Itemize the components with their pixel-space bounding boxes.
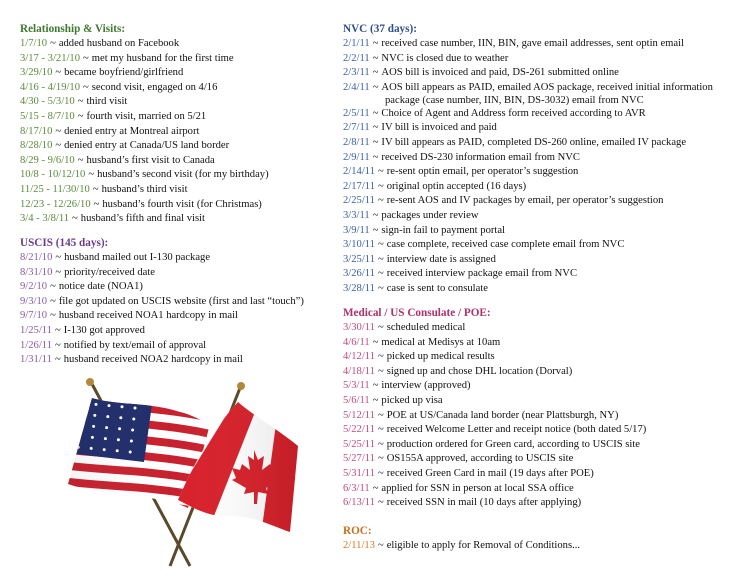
entry-text: received SSN in mail (10 days after applying)	[386, 497, 582, 509]
timeline-entry	[20, 37, 330, 52]
entry-text: AOS bill is invoiced and paid, DS-261 submitted online	[381, 67, 619, 79]
entry-date: 8/31/10	[20, 266, 53, 278]
entry-separator: ~	[377, 166, 384, 178]
entry-text: husband’s second visit (for my birthday)	[97, 169, 269, 181]
entry-text: second visit, engaged on 4/16	[91, 81, 218, 93]
entry-text: husband’s third visit	[101, 183, 188, 195]
entry-date: 8/21/10	[20, 252, 53, 263]
timeline-entry	[20, 110, 330, 125]
entry-separator: ~	[377, 351, 384, 363]
entry-date: 8/17/10	[20, 125, 53, 137]
entry-text: production ordered for Green card, according to USCIS site	[386, 438, 641, 450]
timeline-entry	[343, 52, 743, 67]
timeline-entry	[20, 95, 330, 110]
entry-text: denied entry at Canada/US land border	[64, 140, 230, 152]
entry-date: 6/13/11	[343, 497, 375, 509]
entry-separator: ~	[55, 125, 62, 137]
entry-date: 9/7/10	[20, 310, 48, 322]
entry-date: 4/16 - 4/19/10	[20, 81, 81, 93]
timeline-entry	[343, 81, 743, 107]
timeline-entry	[20, 339, 330, 354]
timeline-entry	[20, 168, 330, 183]
crossed-us-canada-flags-icon	[40, 376, 300, 572]
entry-text: received Green Card in mail (19 days after POE)	[386, 467, 594, 479]
entry-separator: ~	[77, 110, 84, 122]
entry-separator: ~	[377, 540, 384, 551]
entry-text: became boyfriend/girlfriend	[64, 67, 184, 79]
entry-separator: ~	[77, 96, 84, 108]
timeline-entry	[343, 336, 743, 351]
entry-text: I-130 got approved	[63, 324, 145, 336]
section-uscis-145-days	[20, 236, 330, 368]
entry-text: case is sent to consulate	[386, 282, 488, 294]
entry-separator: ~	[372, 81, 379, 93]
entry-date: 2/11/13	[343, 540, 375, 551]
entry-date: 3/26/11	[343, 268, 375, 280]
entry-date: 1/25/11	[20, 324, 52, 336]
entry-separator: ~	[372, 107, 379, 119]
entry-separator: ~	[372, 52, 379, 64]
timeline-entry	[20, 324, 330, 339]
timeline-entry	[343, 409, 743, 424]
timeline-entry	[343, 209, 743, 224]
entry-date: 2/17/11	[343, 180, 375, 192]
timeline-entry	[343, 224, 743, 239]
timeline-entry	[343, 194, 743, 209]
entry-date: 2/5/11	[343, 107, 370, 119]
entry-date: 3/29/10	[20, 67, 53, 79]
entry-date: 3/3/11	[343, 209, 370, 221]
entry-separator: ~	[377, 180, 384, 192]
timeline-entry	[20, 52, 330, 67]
entry-separator: ~	[54, 324, 61, 336]
timeline-entry	[343, 539, 743, 554]
timeline-entry	[20, 295, 330, 310]
timeline-entry	[343, 394, 743, 409]
entry-date: 4/6/11	[343, 336, 370, 348]
entry-text: priority/received date	[64, 266, 155, 278]
section-heading: ROC:	[343, 525, 372, 537]
entry-text: Choice of Agent and Address form received according to AVR	[381, 107, 646, 119]
timeline-entry	[343, 482, 743, 497]
entry-separator: ~	[377, 467, 384, 479]
entry-text: received Welcome Letter and receipt notice (both dated 5/17)	[386, 424, 647, 436]
entry-date: 6/3/11	[343, 482, 370, 494]
entry-separator: ~	[50, 281, 56, 293]
entry-separator: ~	[372, 209, 379, 221]
entry-text: IV bill appears as PAID, completed DS-260 online, emailed IV package	[381, 136, 687, 148]
entry-separator: ~	[372, 136, 379, 148]
timeline-entry	[343, 37, 743, 52]
entry-separator: ~	[77, 154, 84, 166]
entry-date: 5/22/11	[343, 424, 375, 436]
entry-separator: ~	[50, 295, 56, 307]
entry-separator: ~	[377, 253, 384, 265]
entry-text: husband mailed out I-130 package	[64, 252, 211, 263]
section-heading: Relationship & Visits:	[20, 23, 126, 35]
timeline-entry	[20, 81, 330, 96]
timeline-entry	[20, 212, 330, 227]
entry-separator: ~	[377, 195, 384, 207]
entry-separator: ~	[377, 282, 384, 294]
entry-date: 8/29 - 9/6/10	[20, 154, 75, 166]
entry-separator: ~	[55, 252, 62, 263]
entry-date: 11/25 - 11/30/10	[20, 183, 90, 195]
timeline-entry	[343, 180, 743, 195]
timeline-entry	[20, 251, 330, 266]
timeline-entry	[20, 183, 330, 198]
entry-date: 3/25/11	[343, 253, 375, 265]
section-heading: NVC (37 days):	[343, 23, 417, 35]
entry-text: third visit	[86, 96, 128, 108]
timeline-entry	[343, 467, 743, 482]
entry-separator: ~	[372, 67, 379, 79]
entry-date: 5/12/11	[343, 409, 375, 421]
entry-text: fourth visit, married on 5/21	[86, 110, 207, 122]
entry-text: scheduled medical	[386, 322, 466, 333]
timeline-entry	[343, 423, 743, 438]
entry-separator: ~	[372, 151, 379, 163]
timeline-entry	[343, 165, 743, 180]
entry-text: notified by text/email of approval	[63, 339, 207, 351]
entry-separator: ~	[55, 140, 62, 152]
entry-date: 3/9/11	[343, 224, 370, 236]
entry-date: 2/9/11	[343, 151, 370, 163]
entry-text: added husband on Facebook	[58, 38, 180, 49]
section-medical-us-consulate-poe	[343, 306, 743, 511]
timeline-entry	[343, 151, 743, 166]
entry-date: 5/25/11	[343, 438, 375, 450]
entry-date: 4/30 - 5/3/10	[20, 96, 75, 108]
section-relationship-visits	[20, 22, 330, 227]
entry-date: 12/23 - 12/26/10	[20, 198, 91, 210]
entry-date: 2/4/11	[343, 81, 370, 93]
timeline-entry	[343, 496, 743, 511]
entry-separator: ~	[372, 380, 379, 392]
entry-separator: ~	[377, 424, 384, 436]
entry-text: file got updated on USCIS website (first and last “touch”)	[58, 295, 304, 307]
entry-date: 4/18/11	[343, 365, 375, 377]
entry-date: 5/31/11	[343, 467, 375, 479]
entry-text: picked up visa	[381, 394, 443, 406]
entry-separator: ~	[72, 213, 78, 225]
entry-text: received interview package email from NVC	[386, 268, 578, 280]
timeline-entry	[343, 107, 743, 122]
entry-date: 3/17 - 3/21/10	[20, 52, 81, 64]
entry-text: picked up medical results	[386, 351, 495, 363]
entry-date: 3/10/11	[343, 239, 375, 251]
timeline-entry	[20, 280, 330, 295]
entry-text: husband’s first visit to Canada	[86, 154, 215, 166]
entry-separator: ~	[377, 365, 384, 377]
entry-text: notice date (NOA1)	[58, 281, 143, 293]
entry-separator: ~	[377, 438, 384, 450]
entry-separator: ~	[372, 336, 379, 348]
entry-separator: ~	[377, 453, 384, 465]
timeline-entry	[343, 66, 743, 81]
timeline-entry	[343, 365, 743, 380]
section-heading: USCIS (145 days):	[20, 237, 109, 249]
entry-text: husband received NOA1 hardcopy in mail	[58, 310, 238, 322]
entry-separator: ~	[50, 38, 56, 49]
entry-text: medical at Medisys at 10am	[381, 336, 501, 348]
timeline-entry	[343, 253, 743, 268]
entry-separator: ~	[377, 239, 384, 251]
entry-separator: ~	[55, 266, 62, 278]
entry-date: 9/2/10	[20, 281, 48, 293]
entry-text: re-sent optin email, per operator’s suggestion	[386, 166, 579, 178]
entry-text: met my husband for the first time	[91, 52, 234, 64]
entry-date: 5/15 - 8/7/10	[20, 110, 75, 122]
section-heading: Medical / US Consulate / POE:	[343, 307, 491, 319]
entry-text: husband’s fifth and final visit	[80, 213, 205, 225]
timeline-entry	[20, 266, 330, 281]
timeline-entry	[20, 125, 330, 140]
timeline-entry	[343, 379, 743, 394]
timeline-entry	[343, 238, 743, 253]
section-roc	[343, 524, 743, 554]
entry-text: re-sent AOS and IV packages by email, per operator’s suggestion	[386, 195, 664, 207]
entry-separator: ~	[372, 224, 379, 236]
timeline-entry	[343, 321, 743, 336]
timeline-entry	[20, 198, 330, 213]
timeline-entry	[20, 309, 330, 324]
entry-separator: ~	[50, 310, 56, 322]
timeline-entry	[343, 267, 743, 282]
entry-separator: ~	[377, 268, 384, 280]
entry-separator: ~	[372, 482, 379, 494]
timeline-entry	[343, 121, 743, 136]
entry-text: signed up and chose DHL location (Dorval)	[386, 365, 573, 377]
entry-text: eligible to apply for Removal of Conditions...	[386, 540, 581, 551]
entry-separator: ~	[83, 81, 89, 93]
timeline-entry	[343, 452, 743, 467]
entry-text: OS155A approved, according to USCIS site	[386, 453, 574, 465]
entry-separator: ~	[377, 497, 384, 509]
entry-text: interview (approved)	[381, 380, 471, 392]
entry-text: husband’s fourth visit (for Christmas)	[102, 198, 262, 210]
entry-separator: ~	[83, 52, 89, 64]
timeline-entry	[20, 353, 330, 368]
entry-text: received case number, IIN, BIN, gave email addresses, sent optin email	[381, 38, 684, 49]
entry-text: interview date is assigned	[386, 253, 496, 265]
entry-text: case complete, received case complete email from NVC	[386, 239, 625, 251]
entry-date: 3/30/11	[343, 322, 375, 333]
entry-date: 1/31/11	[20, 354, 52, 366]
entry-date: 2/2/11	[343, 52, 370, 64]
entry-date: 2/7/11	[343, 122, 370, 134]
entry-separator: ~	[54, 354, 61, 366]
entry-date: 2/1/11	[343, 38, 370, 49]
timeline-entry	[343, 282, 743, 297]
entry-date: 5/3/11	[343, 380, 370, 392]
entry-separator: ~	[377, 322, 384, 333]
entry-date: 1/26/11	[20, 339, 52, 351]
entry-text: sign-in fail to payment portal	[381, 224, 505, 236]
entry-text: packages under review	[381, 209, 479, 221]
entry-separator: ~	[88, 169, 95, 181]
entry-date: 5/6/11	[343, 394, 370, 406]
timeline-entry	[20, 154, 330, 169]
entry-text: IV bill is invoiced and paid	[381, 122, 497, 134]
entry-separator: ~	[54, 339, 61, 351]
entry-text: denied entry at Montreal airport	[64, 125, 200, 137]
entry-text: received DS-230 information email from NVC	[381, 151, 581, 163]
entry-date: 2/3/11	[343, 67, 370, 79]
entry-date: 5/27/11	[343, 453, 375, 465]
entry-separator: ~	[92, 183, 99, 195]
entry-date: 8/28/10	[20, 140, 53, 152]
entry-separator: ~	[372, 394, 379, 406]
timeline-entry	[343, 438, 743, 453]
entry-separator: ~	[55, 67, 62, 79]
entry-separator: ~	[372, 122, 379, 134]
entry-text: husband received NOA2 hardcopy in mail	[63, 354, 243, 366]
entry-text: original optin accepted (16 days)	[386, 180, 527, 192]
entry-date: 4/12/11	[343, 351, 375, 363]
timeline-entry	[343, 350, 743, 365]
entry-date: 9/3/10	[20, 295, 48, 307]
entry-date: 3/28/11	[343, 282, 375, 294]
entry-date: 2/8/11	[343, 136, 370, 148]
section-nvc-37-days	[343, 22, 743, 297]
timeline-entry	[20, 66, 330, 81]
entry-text: POE at US/Canada land border (near Plattsburgh, NY)	[386, 409, 619, 421]
entry-separator: ~	[372, 38, 379, 49]
entry-date: 10/8 - 10/12/10	[20, 169, 86, 181]
timeline-entry	[20, 139, 330, 154]
entry-text: AOS bill appears as PAID, emailed AOS package, received initial information package (case number, IIN, BIN, DS-3032) email from NVC	[381, 81, 713, 106]
timeline-entry	[343, 136, 743, 151]
entry-text: NVC is closed due to weather	[381, 52, 509, 64]
entry-date: 2/25/11	[343, 195, 375, 207]
entry-date: 1/7/10	[20, 38, 48, 49]
entry-date: 3/4 - 3/8/11	[20, 213, 70, 225]
entry-separator: ~	[93, 198, 100, 210]
entry-date: 2/14/11	[343, 166, 375, 178]
entry-text: applied for SSN in person at local SSA office	[381, 482, 574, 494]
entry-separator: ~	[377, 409, 384, 421]
